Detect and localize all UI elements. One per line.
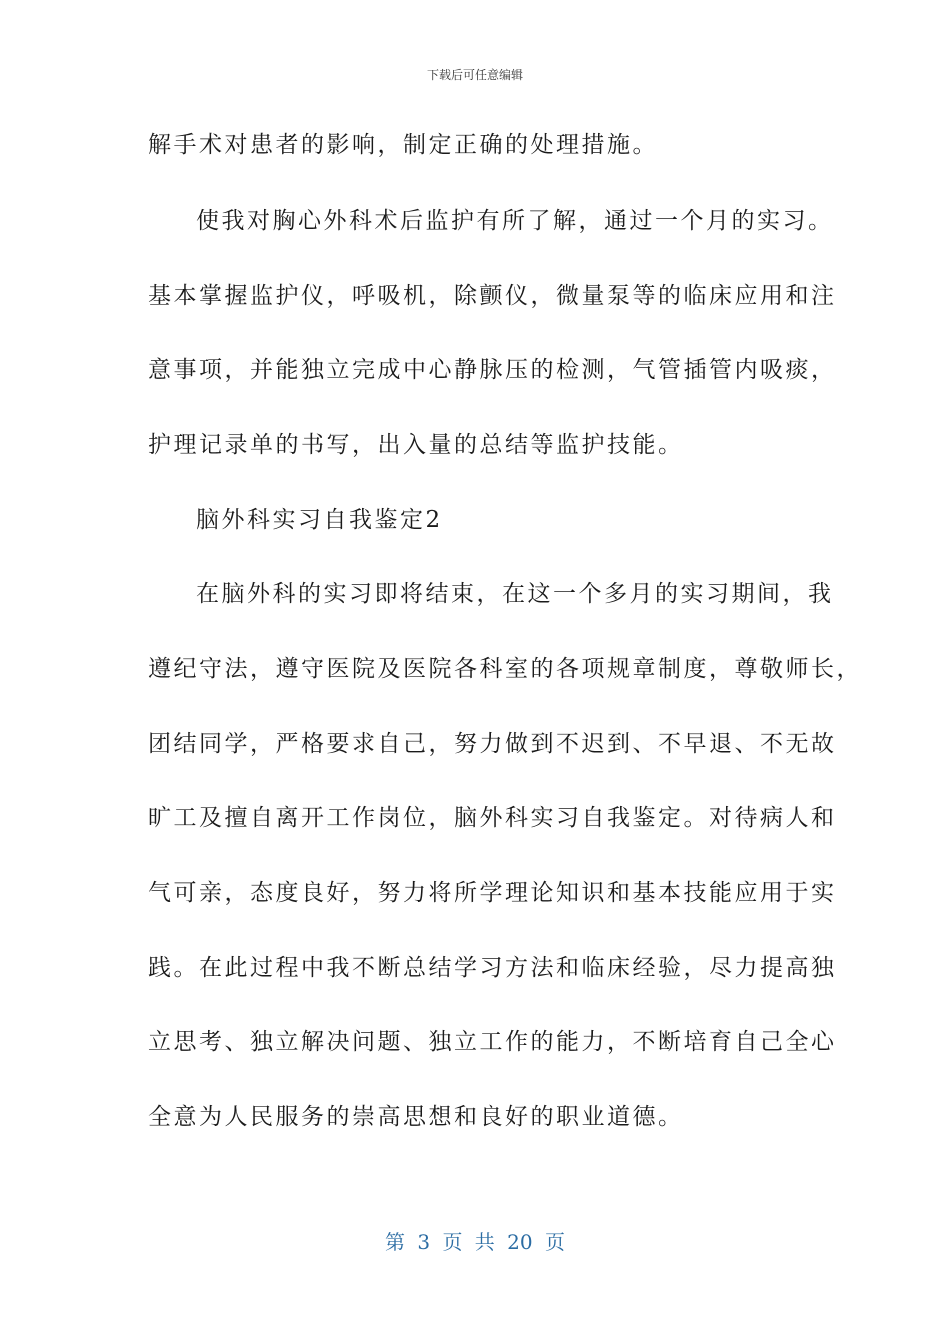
paragraph-line: 护理记录单的书写，出入量的总结等监护技能。 [148, 432, 684, 458]
paragraph-line: 意事项，并能独立完成中心静脉压的检测，气管插管内吸痰， [148, 357, 837, 383]
paragraph-line: 在脑外科的实习即将结束，在这一个多月的实习期间，我 [196, 581, 834, 607]
paragraph-line: 旷工及擅自离开工作岗位，脑外科实习自我鉴定。对待病人和 [148, 805, 837, 831]
page-number: 第 3 页 共 20 页 [385, 1230, 565, 1254]
paragraph-line: 立思考、独立解决问题、独立工作的能力，不断培育自己全心 [148, 1029, 837, 1055]
paragraph-line: 解手术对患者的影响，制定正确的处理措施。 [148, 132, 658, 158]
paragraph-line: 团结同学，严格要求自己，努力做到不迟到、不早退、不无故 [148, 731, 837, 757]
paragraph-line: 气可亲，态度良好，努力将所学理论知识和基本技能应用于实 [148, 880, 837, 906]
page-header: 下载后可任意编辑 [426, 68, 523, 82]
section-heading: 脑外科实习自我鉴定2 [196, 507, 443, 533]
paragraph-line: 全意为人民服务的崇高思想和良好的职业道德。 [148, 1104, 684, 1130]
paragraph-line: 使我对胸心外科术后监护有所了解，通过一个月的实习。 [196, 208, 834, 234]
paragraph-line: 践。在此过程中我不断总结学习方法和临床经验，尽力提高独 [148, 955, 837, 981]
paragraph-line: 基本掌握监护仪，呼吸机，除颤仪，微量泵等的临床应用和注 [148, 283, 837, 309]
paragraph-line: 遵纪守法，遵守医院及医院各科室的各项规章制度，尊敬师长， [148, 656, 862, 682]
